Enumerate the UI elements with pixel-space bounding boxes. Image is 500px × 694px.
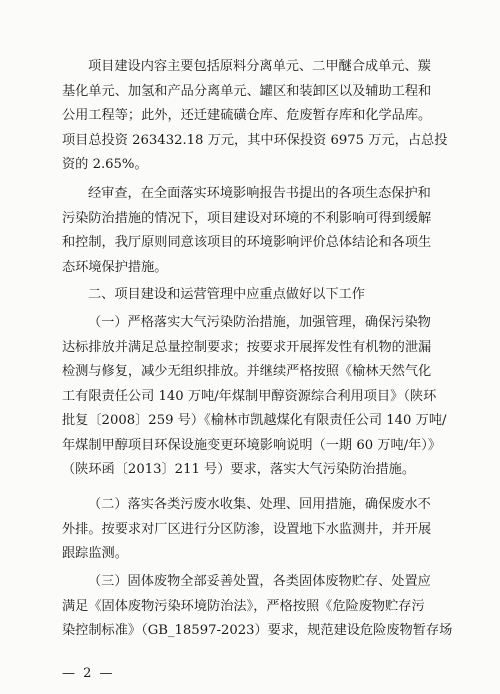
text-line: 染控制标准》（GB_18597-2023）要求，规范建设危险废物暂存场 xyxy=(62,623,453,638)
text-line: 态环境保护措施。 xyxy=(62,259,168,275)
text-line: 经审查，在全面落实环境影响报告书提出的各项生态保护和 xyxy=(88,186,431,201)
section-heading: 二、项目建设和运营管理中应重点做好以下工作 xyxy=(88,287,365,302)
text-line: 资的 2.65%。 xyxy=(62,157,148,172)
text-line: 污染防治措施的情况下，项目建设对环境的不利影响可得到缓解 xyxy=(62,210,432,226)
text-line: 项目建设内容主要包括原料分离单元、二甲醚合成单元、羰 xyxy=(88,59,431,74)
item-solid-waste xyxy=(62,570,453,644)
text-line: 达标排放并满足总量控制要求；按要求开展挥发性有机物的泄漏 xyxy=(62,339,432,355)
text-line: （二）落实各类污废水收集、处理、回用措施，确保废水不 xyxy=(88,497,431,512)
text-line: 工有限责任公司 140 万吨/年煤制甲醇资源综合利用项目》（陕环 xyxy=(62,388,437,404)
text-line: 基化单元、加氢和产品分离单元、罐区和装卸区以及辅助工程和 xyxy=(62,83,432,99)
text-line: 跟踪监测。 xyxy=(62,546,128,561)
text-line: （陕环函〔2013〕211 号）要求，落实大气污染防治措施。 xyxy=(62,462,416,477)
text-line: 批复〔2008〕259 号）《榆林市凯越煤化有限责任公司 140 万吨/ xyxy=(62,413,447,428)
text-line: 满足《固体废物污染环境防治法》，严格按照《危险废物贮存污 xyxy=(62,598,425,614)
text-line: （三）固体废物全部妥善处置，各类固体废物贮存、处置应 xyxy=(88,574,431,589)
item-air-pollution xyxy=(62,311,448,483)
paragraph-review-conclusion xyxy=(62,182,448,280)
text-line: 外排。按要求对厂区进行分区防渗，设置地下水监测井，并开展 xyxy=(62,521,432,537)
text-line: 年煤制甲醇项目环保设施变更环境影响说明（一期 60 万吨/年）》 xyxy=(62,437,442,453)
paragraph-project-content xyxy=(62,55,448,178)
text-line: 项目总投资 263432.18 万元，其中环保投资 6975 万元，占总投 xyxy=(62,132,448,148)
item-wastewater xyxy=(62,493,448,567)
text-line: 检测与修复，减少无组织排放。并继续严格按照《榆林天然气化 xyxy=(62,364,432,379)
text-line: 公用工程等；此外，还迁建硫磺仓库、危废暂存库和化学品库。 xyxy=(62,108,432,123)
page-number: — 2 — xyxy=(62,666,115,681)
text-line: 和控制，我厅原则同意该项目的环境影响评价总体结论和各项生 xyxy=(62,235,432,250)
text-line: （一）严格落实大气污染防治措施，加强管理，确保污染物 xyxy=(88,315,431,330)
